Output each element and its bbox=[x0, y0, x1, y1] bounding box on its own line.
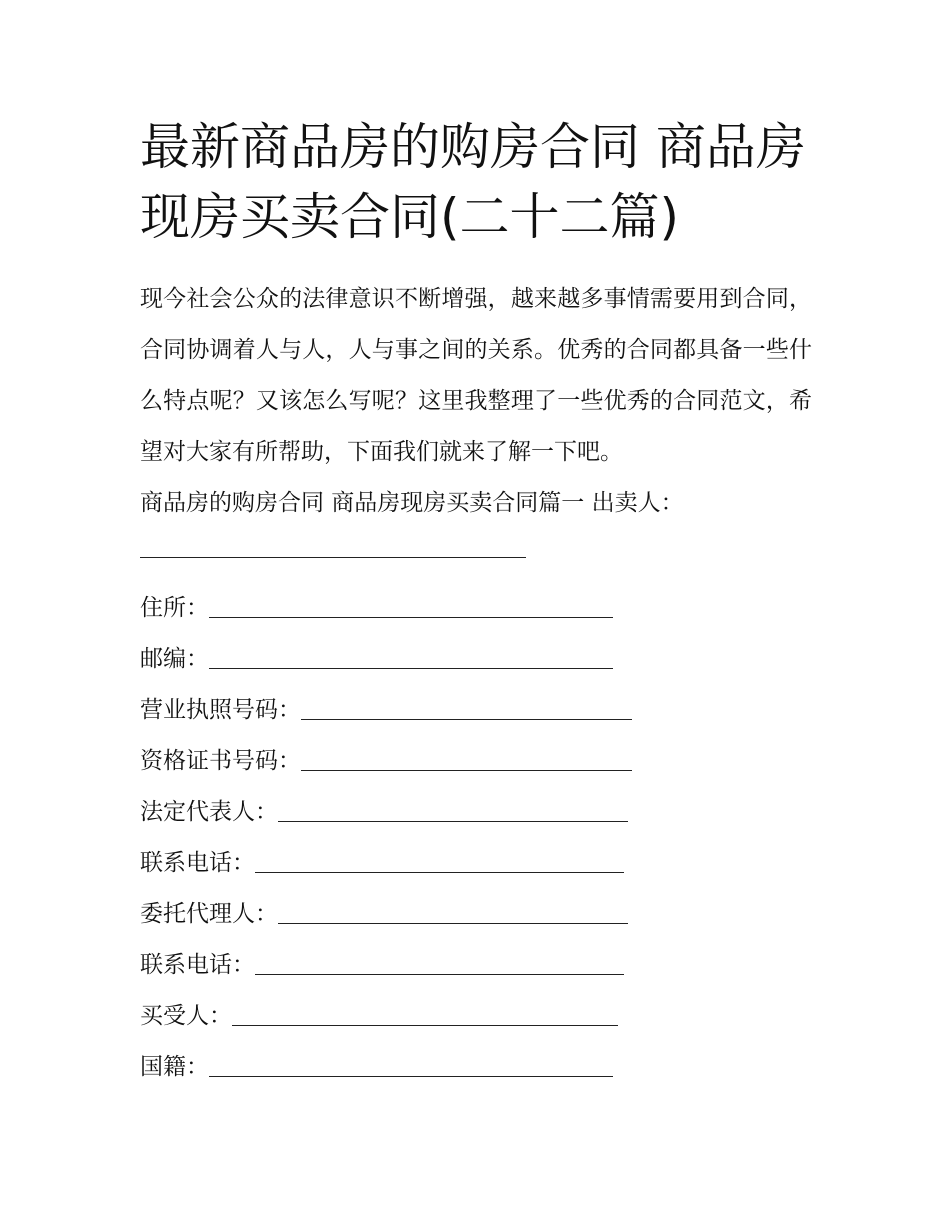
field-blank bbox=[232, 999, 618, 1026]
field-blank bbox=[209, 591, 613, 618]
field-row-phone-1 bbox=[140, 829, 820, 880]
field-label: 邮编： bbox=[140, 646, 209, 672]
intro-text: 现今社会公众的法律意识不断增强，越来越多事情需要用到合同，合同协调着人与人，人与事之间的关系。优秀的合同都具备一些什么特点呢？又该怎么写呢？这里我整理了一些优秀的合同范文，希望对大家有所帮助，下面我们就来了解一下吧。 bbox=[140, 286, 812, 465]
field-blank bbox=[209, 1050, 613, 1077]
title-line-2: 现房买卖合同(二十二篇) bbox=[140, 188, 680, 246]
intro-paragraph bbox=[140, 274, 812, 558]
field-blank bbox=[255, 948, 624, 975]
title-line-1: 最新商品房的购房合同 商品房 bbox=[140, 118, 806, 176]
field-label: 买受人： bbox=[140, 1003, 232, 1029]
field-label: 营业执照号码： bbox=[140, 697, 301, 723]
field-row-legal-representative bbox=[140, 778, 820, 829]
seller-name-blank bbox=[140, 527, 526, 558]
field-label: 资格证书号码： bbox=[140, 748, 301, 774]
field-label: 住所： bbox=[140, 595, 209, 621]
field-label: 联系电话： bbox=[140, 952, 255, 978]
field-label: 委托代理人： bbox=[140, 901, 278, 927]
field-row-address bbox=[140, 574, 820, 625]
field-blank bbox=[301, 744, 632, 771]
field-row-nationality bbox=[140, 1033, 820, 1084]
field-blank bbox=[255, 846, 624, 873]
field-row-phone-2 bbox=[140, 931, 820, 982]
field-blank bbox=[301, 693, 632, 720]
field-blank bbox=[209, 642, 613, 669]
field-row-qualification-cert bbox=[140, 727, 820, 778]
field-label: 国籍： bbox=[140, 1054, 209, 1080]
field-row-buyer bbox=[140, 982, 820, 1033]
field-blank bbox=[278, 795, 628, 822]
field-label: 法定代表人： bbox=[140, 799, 278, 825]
field-label: 联系电话： bbox=[140, 850, 255, 876]
field-blank bbox=[278, 897, 628, 924]
field-row-agent bbox=[140, 880, 820, 931]
document-title bbox=[140, 112, 820, 252]
section-heading: 商品房的购房合同 商品房现房买卖合同篇一 出卖人： bbox=[140, 490, 684, 516]
field-row-business-license bbox=[140, 676, 820, 727]
field-row-postcode bbox=[140, 625, 820, 676]
party-fields bbox=[140, 574, 820, 1084]
document-page bbox=[140, 112, 820, 1084]
